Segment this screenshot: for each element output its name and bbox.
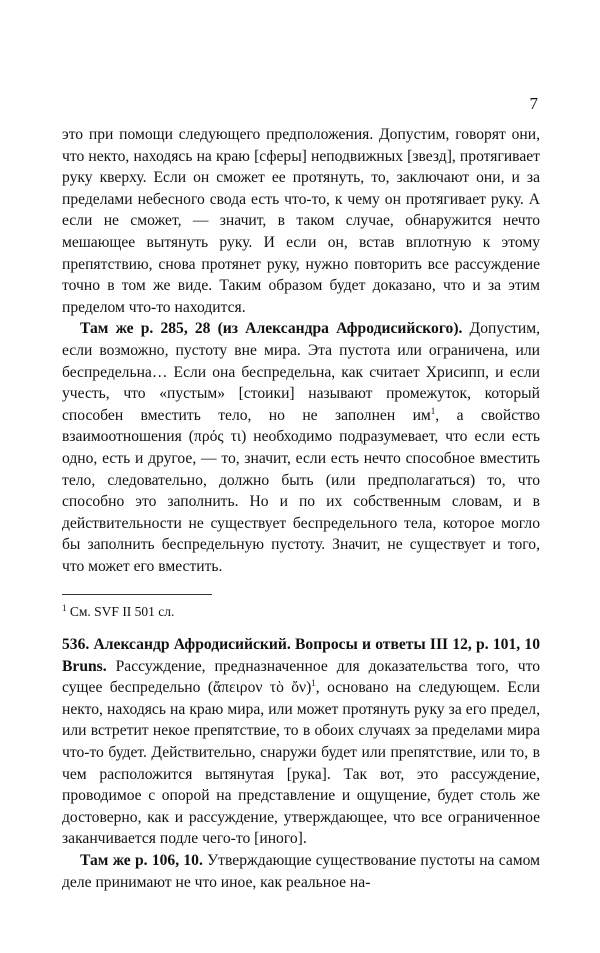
section-536-paragraph-1: [62, 634, 540, 850]
page-number: 7: [529, 94, 538, 113]
paragraph-1: это при помощи следующего предположения. Допустим, говорят они, что некто, находясь на краю [сферы] неподвижных [звезд], протягивает руку кверху. Если он сможет ее протянуть, то, заключают они, и за пределами небесного свода есть что-то, к чему он протягивает руку. А если не сможет, — значит, в таком случае, обнаружится нечто мешающее вытянуть руку. И если он, встав вплотную к этому препятствию, снова протянет руку, нужно повторить все рассуждение точно в том же виде. Таким образом будет доказано, что и за этим пределом что-то находится.: [62, 126, 540, 316]
paragraph-2-text-b: , а свойство взаимоотношения (πρός τι) необходимо подразумевает, что если есть одно, есть и другое, — то, значит, если есть нечто способное вместить тело, следовательно, должно быть (или предполагаться) то, что способно это заполнить. Но и по их собственным словам, и в действительности не существует беспредельного тела, которое могло бы заполнить беспредельную пустоту. Значит, не существует и того, что может его вместить.: [62, 406, 540, 575]
section-536-heading: 536. Александр Афродисийский. Вопросы и ответы III 12, p. 101, 10 Bruns.: [62, 636, 540, 675]
section-536-text-a: Рассуждение, предназначенное для доказательства того, что сущее беспредельно (ἄπειρον τὸ ὄν): [62, 657, 540, 697]
section-536-paragraph-2-heading: Там же p. 106, 10.: [80, 851, 203, 869]
footnote-divider: [62, 594, 212, 595]
paragraph-2-heading: Там же p. 285, 28 (из Александра Афродисийского).: [80, 320, 463, 338]
section-536-paragraph-2-text: Утверждающие существование пустоты на самом деле принимают не что иное, как реальное на-: [62, 851, 540, 891]
paragraph-2-text-a: Допустим, если возможно, пустоту вне мира. Эта пустота или ограничена, или беспредельна… Если она беспредельна, как считает Хрисипп, и если учесть, что «пустым» [стоики] называют промежуток, который способен вместить тело, но не заполнен им: [62, 320, 540, 424]
section-536-text-b: , основано на следующем. Если некто, находясь на краю мира, или может протянуть руку за его предел, или встретит некое препятствие, то в обоих случаях за пределами мира что-то будет. Действительно, снаружи будет или препятствие, или то, в чем расположится вытянутая [рука]. Так вот, это рассуждение, проводимое с опорой на представление и ощущение, будет столь же достоверно, как и рассуждение, утверждающее, что все ограниченное заканчивается подле чего-то [иного].: [62, 679, 540, 848]
footnotes: [62, 594, 540, 621]
footnote-ref: 1: [430, 405, 436, 416]
paragraph-2: [62, 318, 540, 577]
section-536: [62, 634, 540, 893]
footnote-mark: 1: [62, 603, 67, 613]
footnote-text: См. SVF II 501 сл.: [66, 604, 175, 619]
footnote-ref: 1: [311, 678, 316, 689]
footnote-1: [62, 603, 540, 621]
main-text: [62, 124, 540, 577]
section-536-paragraph-2: [62, 850, 540, 893]
